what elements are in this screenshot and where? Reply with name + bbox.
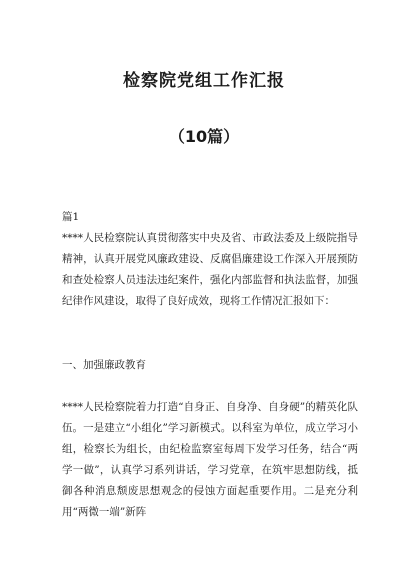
paragraph-1: ****人民检察院认真贯彻落实中央及省、市政法委及上级院指导精神，认真开展党风廉政建设、反腐倡廉建设工作深入开展预防和查处检察人员违法违纪案件，强化内部监督和执法监督，加强纪律作风建设，取得了良好成效，现将工作情况汇报如下：: [62, 232, 358, 307]
section-heading-1: 一、加强廉政教育: [62, 359, 146, 371]
document-title: 检察院党组工作汇报: [123, 71, 285, 91]
document-subtitle: （10篇）: [168, 127, 240, 146]
section-label: 篇1: [62, 211, 80, 223]
paragraph-2: ****人民检察院着力打造“自身正、自身净、自身硬”的精英化队伍。一是建立“小组化”学习新模式。以科室为单位，成立学习小组，检察长为组长，由纪检监察室每周下发学习任务，结合“两学一做”，认真学习系列讲话，学习党章，在筑牢思想防线，抵御各种消息颓废思想观念的侵蚀方面起重要作用。二是充分利用“两微一端”新阵: [62, 401, 358, 518]
